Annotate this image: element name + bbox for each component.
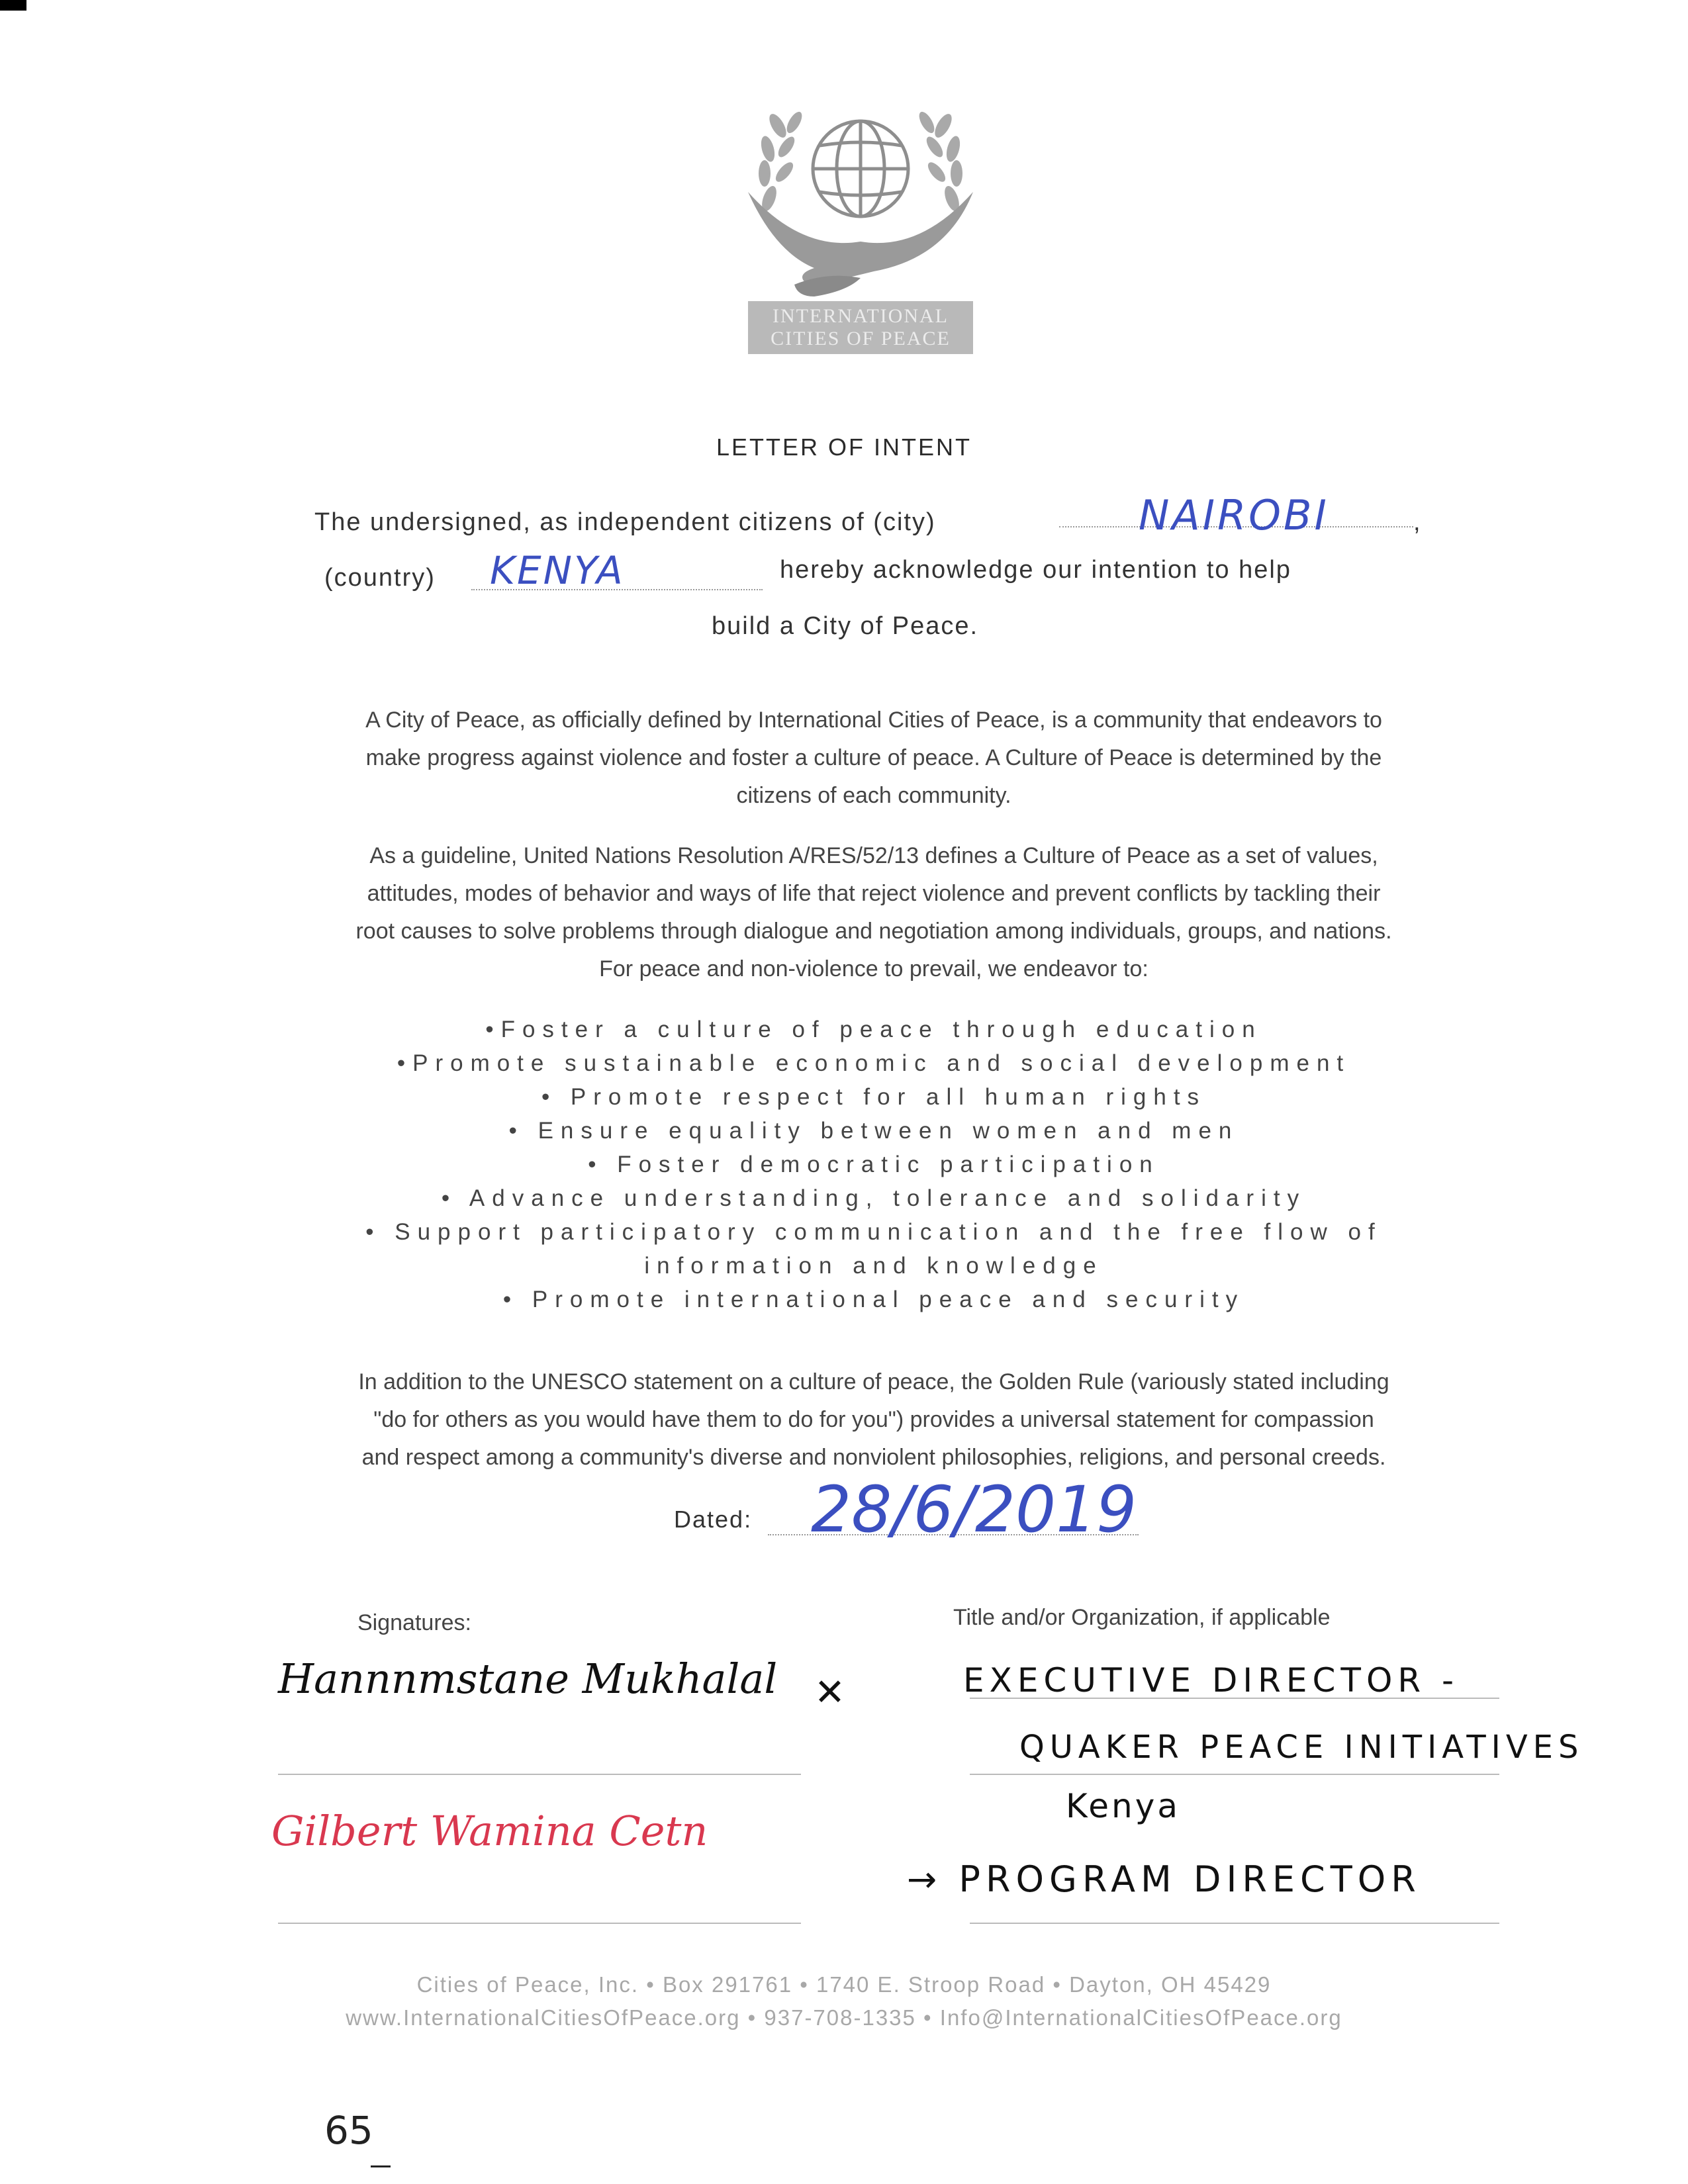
paragraph-line: and respect among a community's diverse and nonviolent philosophies, religions, and personal creeds. (361, 1445, 1386, 1470)
intent-text-2: hereby acknowledge our intention to help (780, 556, 1291, 584)
list-item: • Promote respect for all human rights (541, 1084, 1207, 1110)
scan-mark (0, 0, 26, 11)
list-item: •Promote sustainable economic and social development (397, 1050, 1351, 1076)
signature-2: Gilbert Wamina Cetn (271, 1807, 708, 1855)
intent-text-1: The undersigned, as independent citizens of (city) (314, 508, 936, 536)
signature-line-1 (278, 1774, 801, 1775)
list-item: • Support participatory communication and the free flow of (365, 1219, 1382, 1245)
endeavor-list (252, 1013, 1496, 1316)
signature-1: Hannnmstane Mukhalal (278, 1655, 778, 1703)
handwritten-page-note: 65 (324, 2108, 373, 2153)
paragraph-line: citizens of each community. (736, 783, 1011, 808)
signatures-header: Signatures: (357, 1610, 471, 1635)
list-item: •Foster a culture of peace through education (485, 1017, 1262, 1042)
paragraph-line: "do for others as you would have them to do for you") provides a universal statement for compassion (373, 1407, 1374, 1432)
paragraph-line: In addition to the UNESCO statement on a culture of peace, the Golden Rule (variously stated including (358, 1369, 1389, 1394)
page-note-underline (371, 2165, 391, 2167)
title-fill-line-3 (970, 1923, 1499, 1924)
organization-logo (728, 86, 993, 364)
paragraph-line: As a guideline, United Nations Resolution A/RES/52/13 defines a Culture of Peace as a set of values, (369, 843, 1378, 868)
list-item: • Promote international peace and security (502, 1287, 1245, 1312)
country-handwritten-value: KENYA (490, 548, 625, 593)
comma: , (1413, 508, 1422, 536)
title-line-3: Kenya (1066, 1787, 1180, 1825)
country-label: (country) (324, 564, 436, 592)
list-item: • Ensure equality between women and men (508, 1118, 1239, 1144)
signature-line-2 (278, 1923, 801, 1924)
intent-text-3: build a City of Peace. (712, 612, 979, 640)
footer-contact: www.InternationalCitiesOfPeace.org • 937-708-1335 • Info@InternationalCitiesOfPeace.org (346, 2005, 1342, 2030)
list-item: • Foster democratic participation (588, 1152, 1160, 1177)
title-line-2: QUAKER PEACE INITIATIVES (1019, 1729, 1584, 1766)
paragraph-line: A City of Peace, as officially defined by International Cities of Peace, is a community that endeavors to (365, 707, 1382, 733)
list-item: information and knowledge (644, 1253, 1103, 1279)
paragraph-line: root causes to solve problems through dialogue and negotiation among individuals, groups, and nations. (355, 919, 1392, 944)
definition-paragraph (252, 702, 1496, 815)
guideline-paragraph (252, 837, 1496, 988)
globe-dove-emblem-icon (728, 86, 993, 304)
dated-label: Dated: (674, 1506, 753, 1533)
title-line-4: → PROGRAM DIRECTOR (907, 1858, 1421, 1900)
paragraph-line: For peace and non-violence to prevail, we endeavor to: (599, 956, 1149, 981)
logo-line-2: CITIES OF PEACE (771, 328, 951, 349)
title-fill-line-2 (970, 1774, 1499, 1775)
title-line-1: EXECUTIVE DIRECTOR - (963, 1661, 1459, 1700)
city-handwritten-value: NAIROBI (1139, 491, 1329, 539)
title-organization-header: Title and/or Organization, if applicable (953, 1605, 1331, 1630)
title-fill-line-1 (970, 1698, 1499, 1699)
logo-wordmark (748, 301, 973, 354)
date-handwritten-value: 28/6/2019 (811, 1473, 1137, 1547)
list-item: • Advance understanding, tolerance and solidarity (441, 1185, 1307, 1211)
signature-1-initials-mark: ✕ (814, 1671, 845, 1714)
paragraph-line: attitudes, modes of behavior and ways of life that reject violence and prevent conflicts by tackling their (367, 881, 1381, 906)
golden-rule-paragraph (252, 1363, 1496, 1477)
paragraph-line: make progress against violence and foster a culture of peace. A Culture of Peace is determined by the (365, 745, 1382, 770)
page-title: LETTER OF INTENT (716, 433, 972, 461)
footer-address: Cities of Peace, Inc. • Box 291761 • 1740 E. Stroop Road • Dayton, OH 45429 (416, 1972, 1272, 1997)
logo-line-1: INTERNATIONAL (773, 305, 949, 327)
